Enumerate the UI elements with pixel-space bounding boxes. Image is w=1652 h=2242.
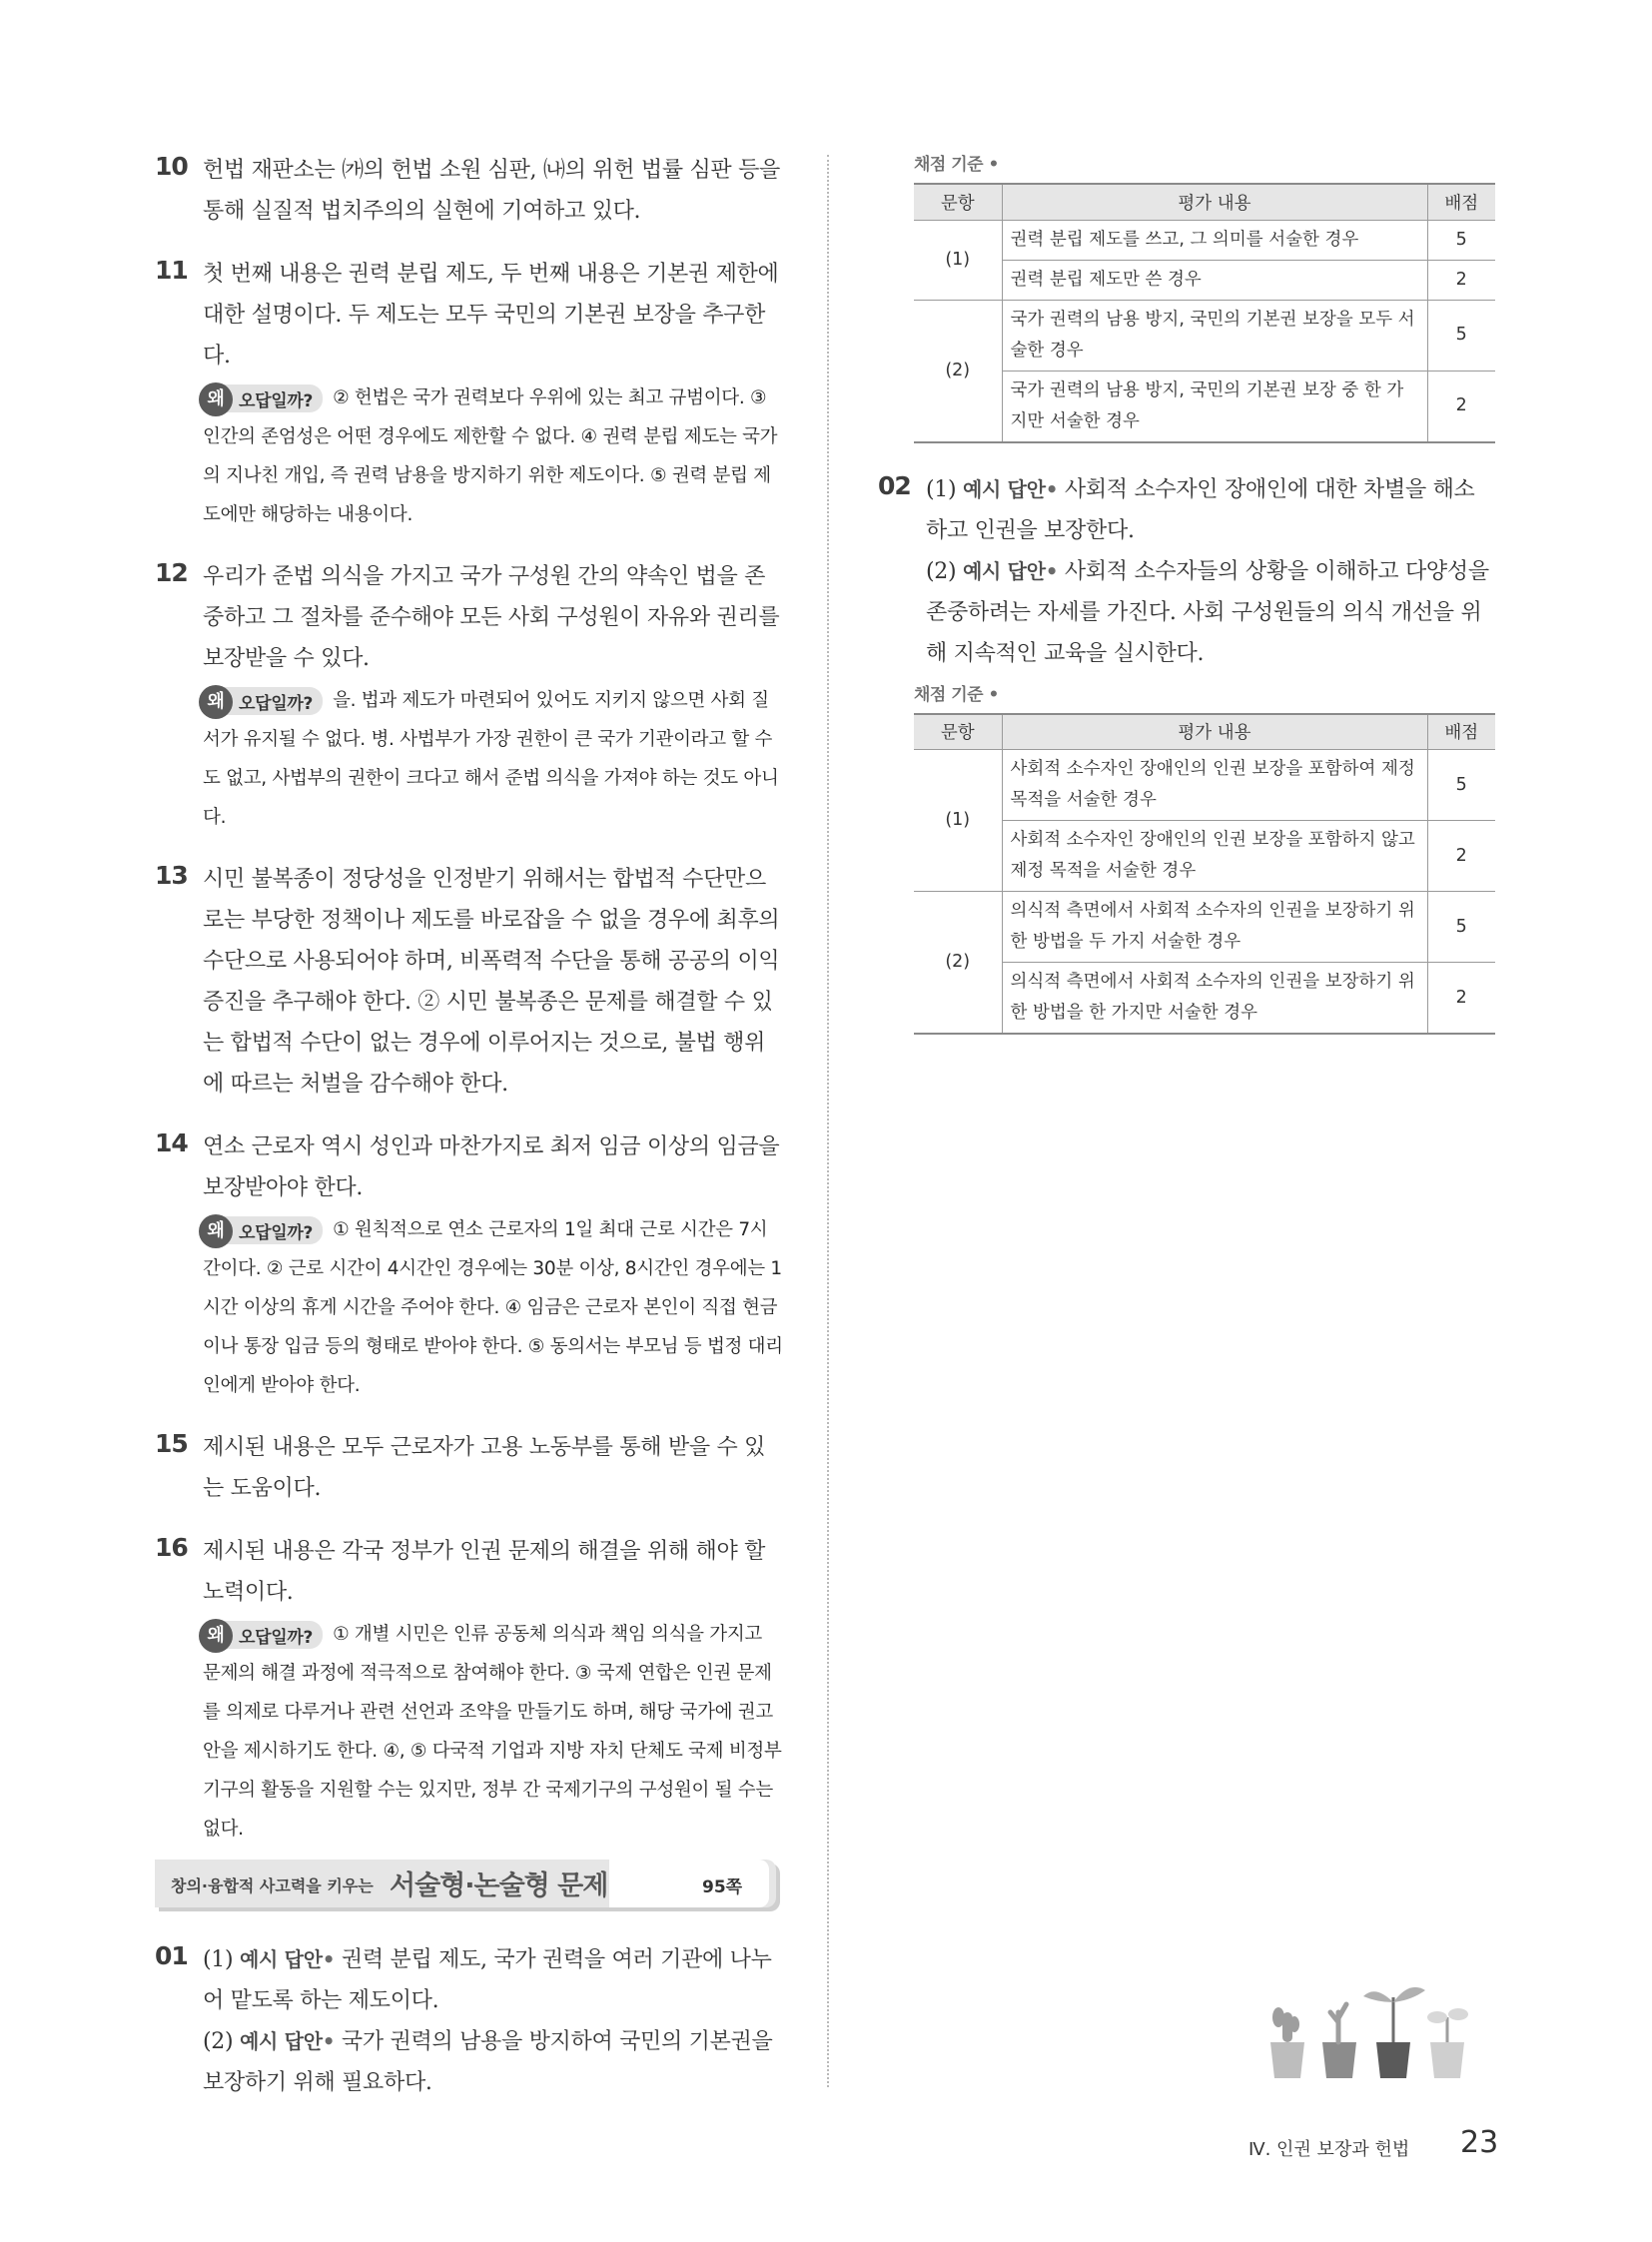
criteria-score: 5 xyxy=(1427,750,1495,821)
why-wrong-note xyxy=(203,1615,784,1849)
answer-item-15 xyxy=(155,1427,784,1509)
criteria-content: 국가 권력의 남용 방지, 국민의 기본권 보장 중 한 가지만 서술한 경우 xyxy=(1002,371,1427,442)
why-wrong-label: 오답일까? xyxy=(239,1628,314,1648)
why-wrong-badge xyxy=(203,687,323,715)
essay-answer-01 xyxy=(155,1939,784,2103)
answer-item-14 xyxy=(155,1126,784,1405)
item-text: 연소 근로자 역시 성인과 마찬가지로 최저 임금 이상의 임금을 보장받아야 한다. xyxy=(203,1134,780,1200)
criteria-content: 권력 분립 제도만 쓴 경우 xyxy=(1002,260,1427,300)
header-question: 문항 xyxy=(914,714,1002,750)
part-text: 국가 권력의 남용을 방지하여 국민의 기본권을 보장하기 위해 필요하다. xyxy=(203,2029,773,2095)
criteria-score: 5 xyxy=(1427,892,1495,963)
criteria-row xyxy=(914,963,1495,1035)
why-wrong-label: 오답일까? xyxy=(239,391,314,411)
example-answer-label: 예시 답안• xyxy=(962,476,1059,501)
chapter-title: Ⅳ. 인권 보장과 헌법 xyxy=(1248,2139,1410,2160)
criteria-content: 국가 권력의 남용 방지, 국민의 기본권 보장을 모두 서술한 경우 xyxy=(1002,300,1427,371)
part-prefix: (1) xyxy=(926,476,957,502)
item-text: 제시된 내용은 각국 정부가 인권 문제의 해결을 위해 해야 할 노력이다. xyxy=(203,1539,766,1605)
item-number: 16 xyxy=(155,1533,188,1562)
answer-item-12 xyxy=(155,556,784,837)
criteria-score: 2 xyxy=(1427,963,1495,1035)
header-score: 배점 xyxy=(1427,714,1495,750)
why-icon: 왜 xyxy=(199,1619,233,1653)
item-text: 헌법 재판소는 ㈎의 헌법 소원 심판, ㈏의 위헌 법률 심판 등을 통해 실질적 법치주의의 실현에 기여하고 있다. xyxy=(203,158,780,224)
criteria-row xyxy=(914,892,1495,963)
why-wrong-note xyxy=(203,1210,784,1405)
criteria-score: 2 xyxy=(1427,821,1495,892)
answer-part-2 xyxy=(926,551,1495,674)
answer-item-11 xyxy=(155,254,784,534)
part-prefix: (2) xyxy=(926,558,957,584)
criteria-content: 의식적 측면에서 사회적 소수자의 인권을 보장하기 위한 방법을 두 가지 서술한 경우 xyxy=(1002,892,1427,963)
section-banner xyxy=(155,1860,776,1907)
item-number: 13 xyxy=(155,861,188,890)
part-prefix: (1) xyxy=(203,1947,234,1972)
header-content: 평가 내용 xyxy=(1002,714,1427,750)
answer-part-1 xyxy=(203,1939,784,2021)
answer-part-2 xyxy=(203,2021,784,2103)
plant-pots-illustration xyxy=(1260,1972,1480,2082)
why-wrong-badge xyxy=(203,1216,323,1244)
criteria-row xyxy=(914,220,1495,260)
header-content: 평가 내용 xyxy=(1002,184,1427,220)
criteria-heading: 채점 기준 • xyxy=(914,684,999,705)
criteria-row xyxy=(914,371,1495,442)
why-wrong-badge xyxy=(203,1621,323,1649)
item-text: 첫 번째 내용은 권력 분립 제도, 두 번째 내용은 기본권 제한에 대한 설명이다. 두 제도는 모두 국민의 기본권 보장을 추구한다. xyxy=(203,262,779,369)
item-number: 10 xyxy=(155,152,188,181)
why-wrong-text: ① 원칙적으로 연소 근로자의 1일 최대 근로 시간은 7시간이다. ② 근로 시간이 4시간인 경우에는 30분 이상, 8시간인 경우에는 1시간 이상의 휴게 시간을 주어야 한다. ④ 임금은 근로자 본인이 직접 현금이나 통장 입금 등의 형태로 받아야 한다. ⑤ 동의서는 부모님 등 법정 대리인에게 받아야 한다. xyxy=(203,1219,783,1396)
item-number: 12 xyxy=(155,558,188,587)
criteria-question: (1) xyxy=(914,220,1002,300)
criteria-row xyxy=(914,821,1495,892)
example-answer-label: 예시 답안• xyxy=(239,1947,336,1971)
criteria-row xyxy=(914,750,1495,821)
criteria-question: (1) xyxy=(914,750,1002,892)
banner-page-ref: 95쪽 xyxy=(702,1877,743,1897)
banner-page-tab xyxy=(609,1860,769,1907)
criteria-table-01 xyxy=(914,183,1495,443)
answer-item-16 xyxy=(155,1531,784,1849)
item-text: 제시된 내용은 모두 근로자가 고용 노동부를 통해 받을 수 있는 도움이다. xyxy=(203,1435,766,1501)
why-icon: 왜 xyxy=(199,685,233,719)
header-score: 배점 xyxy=(1427,184,1495,220)
criteria-row xyxy=(914,260,1495,300)
part-text: 사회적 소수자인 장애인에 대한 차별을 해소하고 인권을 보장한다. xyxy=(926,476,1475,543)
criteria-content: 권력 분립 제도를 쓰고, 그 의미를 서술한 경우 xyxy=(1002,220,1427,260)
part-text: 사회적 소수자들의 상황을 이해하고 다양성을 존중하려는 자세를 가진다. 사회 구성원들의 의식 개선을 위해 지속적인 교육을 실시한다. xyxy=(926,558,1489,666)
why-wrong-label: 오답일까? xyxy=(239,694,314,714)
why-wrong-note xyxy=(203,378,784,534)
criteria-content: 의식적 측면에서 사회적 소수자의 인권을 보장하기 위한 방법을 한 가지만 서술한 경우 xyxy=(1002,963,1427,1035)
essay-answer-02 xyxy=(878,469,1495,674)
item-number: 15 xyxy=(155,1429,188,1458)
example-answer-label: 예시 답안• xyxy=(239,2029,336,2053)
criteria-table-02 xyxy=(914,713,1495,1036)
item-number: 02 xyxy=(878,470,911,500)
header-question: 문항 xyxy=(914,184,1002,220)
criteria-question: (2) xyxy=(914,300,1002,442)
criteria-question: (2) xyxy=(914,892,1002,1035)
why-icon: 왜 xyxy=(199,1214,233,1248)
criteria-score: 2 xyxy=(1427,260,1495,300)
criteria-content: 사회적 소수자인 장애인의 인권 보장을 포함하지 않고 제정 목적을 서술한 경우 xyxy=(1002,821,1427,892)
why-wrong-text: ① 개별 시민은 인류 공동체 의식과 책임 의식을 가지고 문제의 해결 과정에 적극적으로 참여해야 한다. ③ 국제 연합은 인권 문제를 의제로 다루거나 관련 선언과 조약을 만들기도 하며, 해당 국가에 권고안을 제시하기도 한다. ④, ⑤ 다국적 기업과 지방 자치 단체도 국제 비정부 기구의 활동을 지원할 수는 있지만, 정부 간 국제기구의 구성원이 될 수는 없다. xyxy=(203,1624,782,1840)
example-answer-label: 예시 답안• xyxy=(962,558,1059,583)
criteria-content: 사회적 소수자인 장애인의 인권 보장을 포함하여 제정 목적을 서술한 경우 xyxy=(1002,750,1427,821)
why-wrong-badge xyxy=(203,384,323,412)
page-number: 23 xyxy=(1460,2125,1499,2160)
banner-subtitle: 창의·융합적 사고력을 키우는 xyxy=(171,1876,374,1895)
banner-title: 서술형·논술형 문제 xyxy=(390,1870,608,1901)
criteria-score: 5 xyxy=(1427,220,1495,260)
part-prefix: (2) xyxy=(203,2029,234,2054)
criteria-score: 2 xyxy=(1427,371,1495,442)
item-number: 14 xyxy=(155,1128,188,1157)
criteria-heading: 채점 기준 • xyxy=(914,155,999,175)
why-wrong-note xyxy=(203,681,784,837)
item-number: 11 xyxy=(155,256,188,285)
left-column xyxy=(155,150,784,1870)
item-number: 01 xyxy=(155,1941,188,1970)
item-text: 시민 불복종이 정당성을 인정받기 위해서는 합법적 수단만으로는 부당한 정책이나 제도를 바로잡을 수 없을 경우에 최후의 수단으로 사용되어야 하며, 비폭력적 수단을 통해 공공의 이익 증진을 추구해야 한다. ② 시민 불복종은 문제를 해결할 수 있는 합법적 수단이 없는 경우에 이루어지는 것으로, 불법 행위에 따르는 처벌을 감수해야 한다. xyxy=(203,867,780,1097)
why-wrong-label: 오답일까? xyxy=(239,1223,314,1243)
answer-item-10 xyxy=(155,150,784,232)
criteria-row xyxy=(914,300,1495,371)
why-wrong-text: 을. 법과 제도가 마련되어 있어도 지키지 않으면 사회 질서가 유지될 수 없다. 병. 사법부가 가장 권한이 큰 국가 기관이라고 할 수도 없고, 사법부의 권한이 크다고 해서 준법 의식을 가져야 하는 것도 아니다. xyxy=(203,690,779,828)
answer-part-1 xyxy=(926,469,1495,551)
criteria-score: 5 xyxy=(1427,300,1495,371)
part-text: 권력 분립 제도, 국가 권력을 여러 기관에 나누어 맡도록 하는 제도이다. xyxy=(203,1947,772,2013)
answer-item-13 xyxy=(155,859,784,1105)
item-text: 우리가 준법 의식을 가지고 국가 구성원 간의 약속인 법을 존중하고 그 절차를 준수해야 모든 사회 구성원이 자유와 권리를 보장받을 수 있다. xyxy=(203,564,780,671)
column-divider xyxy=(827,155,829,2087)
why-icon: 왜 xyxy=(199,382,233,416)
why-wrong-text: ② 헌법은 국가 권력보다 우위에 있는 최고 규범이다. ③ 인간의 존엄성은 어떤 경우에도 제한할 수 없다. ④ 권력 분립 제도는 국가의 지나친 개입, 즉 권력 남용을 방지하기 위한 제도이다. ⑤ 권력 분립 제도에만 해당하는 내용이다. xyxy=(203,387,778,525)
right-column xyxy=(878,150,1495,1035)
